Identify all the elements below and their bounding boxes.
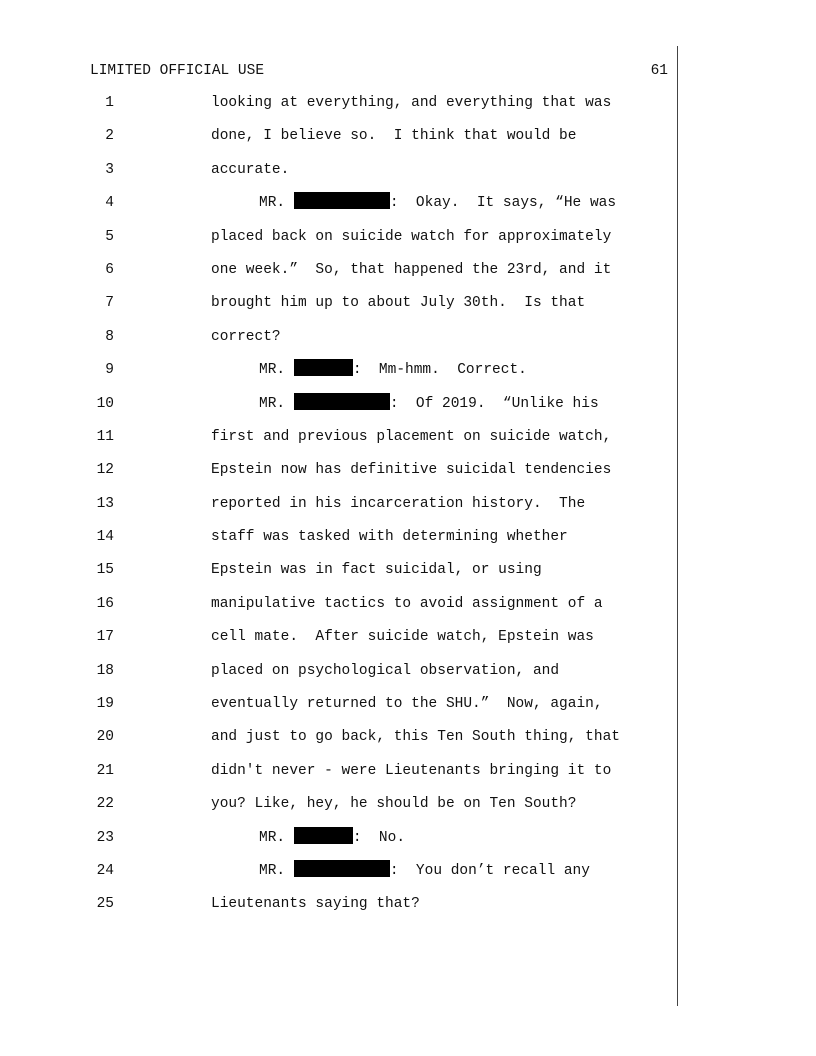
page-header [90, 61, 668, 81]
line-text: Epstein now has definitive suicidal tendencies [211, 462, 612, 479]
transcript-line [0, 891, 816, 924]
transcript-line [0, 224, 816, 257]
line-number: 4 [105, 195, 114, 212]
speaker-title: MR. [259, 395, 286, 412]
transcript-line [0, 257, 816, 290]
transcript-line [0, 457, 816, 490]
line-number: 7 [105, 295, 114, 312]
line-number: 13 [96, 495, 114, 512]
speaker-title: MR. [259, 829, 286, 846]
transcript-line [0, 758, 816, 791]
line-number: 17 [96, 629, 114, 646]
line-number: 2 [105, 128, 114, 145]
line-number: 22 [96, 796, 114, 813]
line-number: 11 [96, 428, 114, 445]
transcript-line [0, 491, 816, 524]
line-text: accurate. [211, 161, 290, 178]
classification-label: LIMITED OFFICIAL USE [90, 63, 265, 79]
line-number: 1 [105, 95, 114, 111]
transcript-line [0, 658, 816, 691]
transcript-line [0, 324, 816, 357]
line-number: 14 [96, 529, 114, 546]
line-number: 10 [96, 395, 114, 412]
line-number: 16 [96, 595, 114, 612]
line-number: 9 [105, 362, 114, 379]
transcript-line [0, 190, 816, 223]
line-text: first and previous placement on suicide watch, [211, 428, 612, 445]
line-text: cell mate. After suicide watch, Epstein was [211, 629, 594, 646]
speaker-title: MR. [259, 195, 286, 212]
line-number: 23 [96, 829, 114, 846]
transcript-line [0, 123, 816, 156]
transcript-line [0, 290, 816, 323]
line-number: 15 [96, 562, 114, 579]
line-text: : You don’t recall any [389, 862, 590, 879]
line-number: 20 [96, 729, 114, 746]
line-number: 25 [96, 896, 114, 913]
line-text: placed back on suicide watch for approximately [211, 228, 612, 245]
line-text: done, I believe so. I think that would be [211, 128, 577, 145]
transcript-line [0, 691, 816, 724]
line-text: brought him up to about July 30th. Is that [211, 295, 586, 312]
line-number: 24 [96, 862, 114, 879]
line-text: manipulative tactics to avoid assignment of a [211, 595, 603, 612]
line-text: : Mm-hmm. Correct. [352, 362, 527, 379]
line-text: Lieutenants saying that? [211, 896, 420, 913]
page-number: 61 [650, 63, 668, 79]
speaker-line [259, 391, 599, 417]
line-text: correct? [211, 328, 281, 345]
transcript-line [0, 624, 816, 657]
line-number: 6 [105, 261, 114, 278]
transcript-line [0, 825, 816, 858]
speaker-title: MR. [259, 862, 286, 879]
line-text: placed on psychological observation, and [211, 662, 560, 679]
transcript-line [0, 524, 816, 557]
redaction-block [294, 192, 390, 209]
transcript-line [0, 357, 816, 390]
line-number: 19 [96, 696, 114, 713]
line-text: and just to go back, this Ten South thing, that [211, 729, 620, 746]
line-text: Epstein was in fact suicidal, or using [211, 562, 542, 579]
line-text: you? Like, hey, he should be on Ten South? [211, 796, 577, 813]
transcript-body [0, 90, 816, 925]
line-number: 5 [105, 228, 114, 245]
redaction-block [294, 860, 390, 877]
line-text: : Okay. It says, “He was [389, 195, 617, 212]
line-text: one week.” So, that happened the 23rd, and it [211, 261, 612, 278]
transcript-line [0, 90, 816, 123]
line-text: : No. [352, 829, 406, 846]
line-number: 21 [96, 762, 114, 779]
line-text: staff was tasked with determining whether [211, 529, 568, 546]
transcript-line [0, 157, 816, 190]
line-text: eventually returned to the SHU.” Now, again, [211, 696, 603, 713]
transcript-line [0, 557, 816, 590]
speaker-line [259, 825, 405, 851]
redaction-block [294, 359, 353, 376]
line-text: didn't never - were Lieutenants bringing it to [211, 762, 612, 779]
redaction-block [294, 393, 390, 410]
line-text: looking at everything, and everything that was [211, 95, 612, 111]
line-text: : Of 2019. “Unlike his [389, 395, 599, 412]
line-number: 3 [105, 161, 114, 178]
transcript-line [0, 858, 816, 891]
transcript-line [0, 424, 816, 457]
speaker-line [259, 357, 527, 383]
transcript-line [0, 591, 816, 624]
line-number: 8 [105, 328, 114, 345]
line-number: 12 [96, 462, 114, 479]
line-number: 18 [96, 662, 114, 679]
redaction-block [294, 827, 353, 844]
speaker-line [259, 858, 590, 884]
transcript-line [0, 791, 816, 824]
speaker-line [259, 190, 616, 216]
speaker-title: MR. [259, 362, 286, 379]
line-text: reported in his incarceration history. The [211, 495, 586, 512]
transcript-line [0, 724, 816, 757]
transcript-line [0, 391, 816, 424]
